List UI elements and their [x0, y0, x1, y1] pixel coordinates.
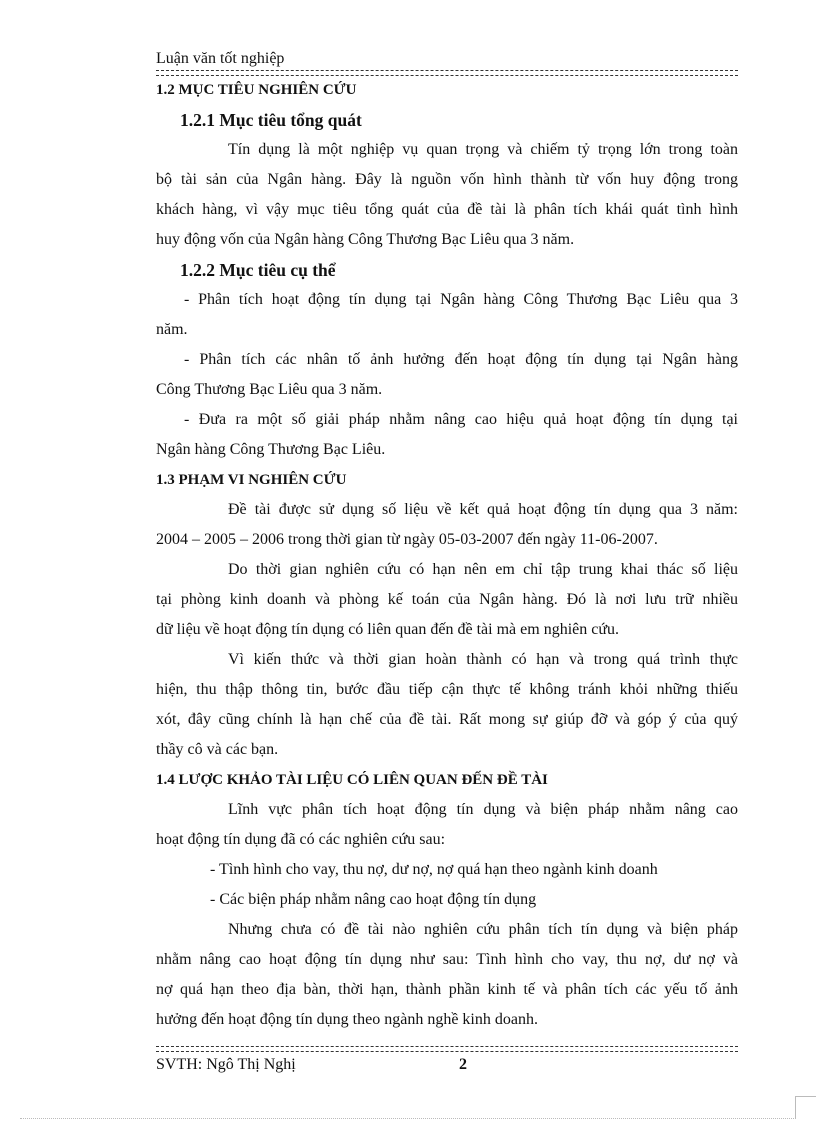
paragraph-line: Tín dụng là một nghiệp vụ quan trọng và chiếm tỷ trọng lớn trong toàn [228, 141, 738, 158]
list-item-line: - Phân tích các nhân tố ảnh hưởng đến hoạt động tín dụng tại Ngân hàng [184, 351, 738, 368]
corner-mark [795, 1096, 796, 1118]
paragraph-line: Nhưng chưa có đề tài nào nghiên cứu phân tích tín dụng và biện pháp [228, 921, 738, 938]
subsection-heading: 1.2.2 Mục tiêu cụ thể [180, 260, 336, 280]
list-item-line: - Đưa ra một số giải pháp nhằm nâng cao hiệu quả hoạt động tín dụng tại [184, 411, 738, 428]
subsection-heading: 1.2.1 Mục tiêu tổng quát [180, 110, 362, 130]
list-item-line: - Các biện pháp nhằm nâng cao hoạt động tín dụng [210, 891, 537, 908]
document-body [156, 75, 738, 1035]
list-item-line: năm. [156, 321, 188, 338]
paragraph-line: nhằm nâng cao hoạt động tín dụng như sau: Tình hình cho vay, thu nợ, dư nợ và [156, 951, 738, 968]
list-item-line: - Phân tích hoạt động tín dụng tại Ngân hàng Công Thương Bạc Liêu qua 3 [184, 291, 738, 308]
paragraph-line: hưởng đến hoạt động tín dụng theo ngành nghề kinh doanh. [156, 1011, 538, 1028]
paragraph-line: khách hàng, vì vậy mục tiêu tổng quát của đề tài là phân tích khái quát tình hình [156, 201, 738, 218]
paragraph-line: huy động vốn của Ngân hàng Công Thương Bạc Liêu qua 3 năm. [156, 231, 575, 248]
paragraph-line: Lĩnh vực phân tích hoạt động tín dụng và biện pháp nhằm nâng cao [228, 801, 738, 818]
paragraph-line: nợ quá hạn theo địa bàn, thời hạn, thành phần kinh tế và phân tích các yếu tố ảnh [156, 981, 738, 998]
page-number: 2 [459, 1056, 467, 1073]
footer-author: SVTH: Ngô Thị Nghị [156, 1056, 296, 1073]
corner-mark [795, 1096, 816, 1097]
list-item-line: Ngân hàng Công Thương Bạc Liêu. [156, 441, 386, 458]
paragraph-line: Đề tài được sử dụng số liệu về kết quả hoạt động tín dụng qua 3 năm: [228, 501, 738, 518]
paragraph-line: hoạt động tín dụng đã có các nghiên cứu sau: [156, 831, 446, 848]
running-header: Luận văn tốt nghiệp [156, 50, 285, 67]
paragraph-line: Do thời gian nghiên cứu có hạn nên em chỉ tập trung khai thác số liệu [228, 561, 738, 578]
footer-rule [156, 1046, 738, 1052]
paragraph-line: hiện, thu thập thông tin, bước đầu tiếp cận thực tế không tránh khỏi những thiếu [156, 681, 738, 698]
paragraph-line: 2004 – 2005 – 2006 trong thời gian từ ngày 05-03-2007 đến ngày 11-06-2007. [156, 531, 658, 548]
paragraph-line: bộ tài sản của Ngân hàng. Đây là nguồn vốn hình thành từ vốn huy động trong [156, 171, 738, 188]
section-heading: 1.3 PHẠM VI NGHIÊN CỨU [156, 472, 347, 488]
list-item-line: Công Thương Bạc Liêu qua 3 năm. [156, 381, 383, 398]
paragraph-line: xót, đây cũng chính là hạn chế của đề tài. Rất mong sự giúp đỡ và góp ý của quý [156, 711, 738, 728]
paragraph-line: dữ liệu về hoạt động tín dụng có liên quan đến đề tài mà em nghiên cứu. [156, 621, 620, 638]
section-heading: 1.4 LƯỢC KHẢO TÀI LIỆU CÓ LIÊN QUAN ĐẾN ĐỀ TÀI [156, 772, 548, 788]
paragraph-line: tại phòng kinh doanh và phòng kế toán của Ngân hàng. Đó là nơi lưu trữ nhiều [156, 591, 738, 608]
list-item-line: - Tình hình cho vay, thu nợ, dư nợ, nợ quá hạn theo ngành kinh doanh [210, 861, 658, 878]
section-heading: 1.2 MỤC TIÊU NGHIÊN CỨU [156, 82, 357, 98]
page-edge [20, 1118, 796, 1120]
paragraph-line: thầy cô và các bạn. [156, 741, 279, 758]
paragraph-line: Vì kiến thức và thời gian hoàn thành có hạn và trong quá trình thực [228, 651, 738, 668]
